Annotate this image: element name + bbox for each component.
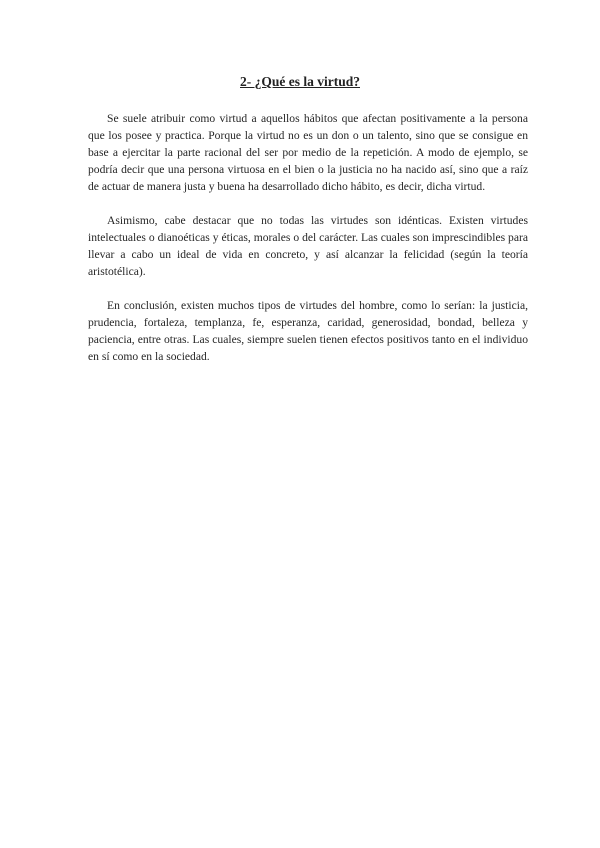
page-title: 2- ¿Qué es la virtud?	[240, 74, 360, 89]
document-body	[88, 110, 528, 382]
paragraph-types: Asimismo, cabe destacar que no todas las virtudes son idénticas. Existen virtudes intelectuales o dianoéticas y éticas, morales o del carácter. Las cuales son imprescindibles para llevar a cabo un ideal de vida en concreto, y así alcanzar la felicidad (según la teoría aristotélica).	[88, 214, 528, 278]
paragraph-definition: Se suele atribuir como virtud a aquellos hábitos que afectan positivamente a la persona que los posee y practica. Porque la virtud no es un don o un talento, sino que se consigue en base a ejercitar la parte racional del ser por medio de la repetición. A modo de ejemplo, se podría decir que una persona virtuosa en el bien o la justicia no ha nacido así, sino que a raíz de actuar de manera justa y buena ha desarrollado dicho hábito, es decir, dicha virtud.	[88, 112, 528, 193]
paragraph-conclusion: En conclusión, existen muchos tipos de virtudes del hombre, como lo serían: la justicia, prudencia, fortaleza, templanza, fe, esperanza, caridad, generosidad, bondad, belleza y paciencia, entre otras. Las cuales, siempre suelen tienen efectos positivos tanto en el individuo en sí como en la sociedad.	[88, 299, 528, 363]
